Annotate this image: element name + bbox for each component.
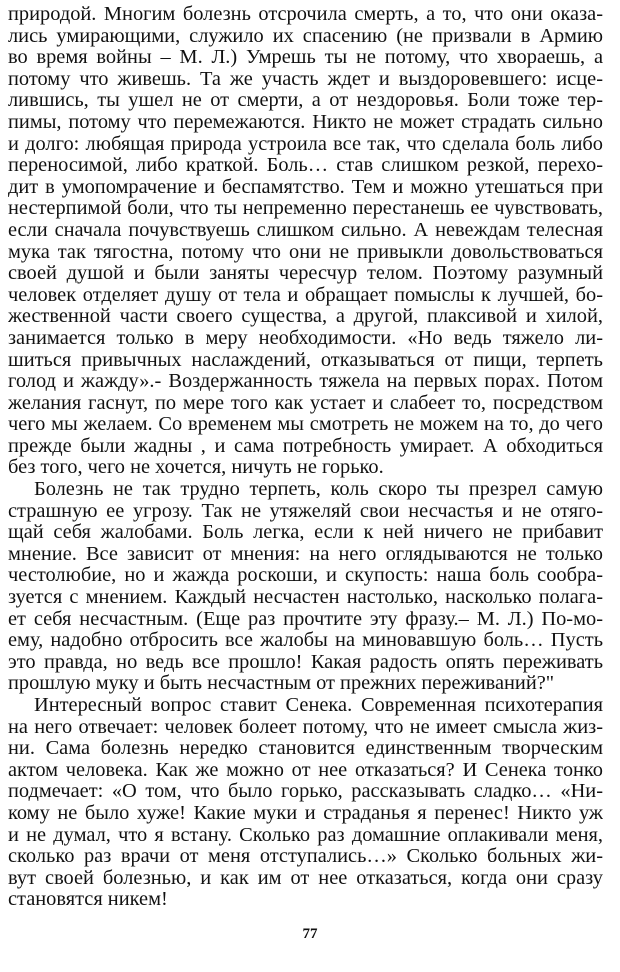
text-line: во время войны – М. Л.) Умрешь ты не потому, что хвораешь, а (8, 47, 603, 69)
text-line: без того, чего не хочется, ничуть не горько. (8, 457, 384, 479)
text-line: честолюбие, но и жажда роскоши, и скупость: наша боль сообра- (8, 565, 603, 587)
text-line: природой. Многим болезнь отсрочила смерть, а то, что они оказа- (8, 4, 603, 25)
text-line: ему, надобно отбросить все жалобы на миновавшую боль… Пусть (8, 630, 603, 652)
text-line: подмечает: «О том, что было горько, рассказывать сладко… «Ни- (8, 781, 603, 803)
text-line: если сначала почувствуешь слишком сильно. А невеждам телесная (8, 219, 603, 241)
text-line: мнение. Все зависит от мнения: на него оглядываются не только (8, 543, 603, 565)
text-line: шиться привычных наслаждений, отказываться от пищи, терпеть (8, 349, 603, 371)
text-line: лись умирающими, служило их спасению (не призвали в Армию (8, 25, 603, 47)
text-line: занимается только в меру необходимости. «Но ведь тяжело ли- (8, 327, 603, 349)
text-line: становятся никем! (8, 889, 168, 911)
text-line: Болезнь не так трудно терпеть, коль скоро ты презрел самую (34, 479, 603, 501)
text-line: прошлую муку и быть несчастным от прежних переживаний?" (8, 673, 555, 695)
text-line: актом человека. Как же можно от нее отказаться? И Сенека тонко (8, 759, 603, 781)
text-line: Интересный вопрос ставит Сенека. Современная психотерапия (34, 695, 603, 716)
text-line: пимы, потому что перемежаются. Никто не может страдать сильно (8, 111, 603, 133)
text-line: и не думал, что я встану. Сколько раз домашние оплакивали меня, (8, 824, 603, 846)
text-line: дит в умопомрачение и беспамятство. Тем и можно утешаться при (8, 176, 603, 198)
text-line: ет себя несчастным. (Еще раз прочтите эту фразу.– М. Л.) По-мо- (8, 608, 603, 630)
text-line: голод и жажду».- Воздержанность тяжела на первых порах. Потом (8, 371, 603, 393)
text-line: человек отделяет душу от тела и обращает помыслы к лучшей, бо- (8, 284, 603, 306)
text-line: сколько раз врачи от меня отступались…» Сколько больных жи- (8, 846, 603, 868)
text-line: потому что живешь. Та же участь ждет и выздоровевшего: исце- (8, 68, 603, 90)
text-line: кому не было хуже! Какие муки и страданья я перенес! Никто уж (8, 802, 603, 824)
text-line: и долго: любящая природа устроила все так, что сделала боль либо (8, 133, 603, 155)
text-line: мука так тягостна, потому что они не привыкли довольствоваться (8, 241, 603, 263)
text-line: на него отвечает: человек болеет потому, что не имеет смысла жиз- (8, 716, 603, 738)
text-line: переносимой, либо краткой. Боль… став слишком резкой, перехо- (8, 155, 603, 177)
page-number: 77 (302, 926, 318, 942)
text-line: это правда, но ведь все прошло! Какая радость опять переживать (8, 651, 603, 673)
text-line: чего мы желаем. Со временем мы смотреть не можем на то, до чего (8, 414, 603, 436)
text-line: щай себя жалобами. Боль легка, если к ней ничего не прибавит (8, 522, 603, 544)
text-line: желания гаснут, по мере того как устает и слабеет то, посредством (8, 392, 603, 414)
text-line: страшную ее угрозу. Так не утяжеляй свои несчастья и не отяго- (8, 500, 603, 522)
text-line: ни. Сама болезнь нередко становится единственным творческим (8, 738, 603, 760)
text-line: жественной части своего существа, а другой, плаксивой и хилой, (8, 306, 603, 328)
text-line: вут своей болезнью, и как им от нее отказаться, когда они сразу (8, 867, 603, 889)
body-text (8, 4, 603, 911)
text-line: нестерпимой боли, что ты непременно перестанешь ее чувствовать, (8, 198, 603, 220)
text-line: зуется с мнением. Каждый несчастен настолько, насколько полага- (8, 587, 603, 609)
text-line: своей душой и были заняты чересчур телом. Поэтому разумный (8, 263, 603, 285)
text-line: прежде были жадны , и сама потребность умирает. А обходиться (8, 435, 603, 457)
text-line: лившись, ты ушел не от смерти, а от нездоровья. Боли тоже тер- (8, 90, 603, 112)
